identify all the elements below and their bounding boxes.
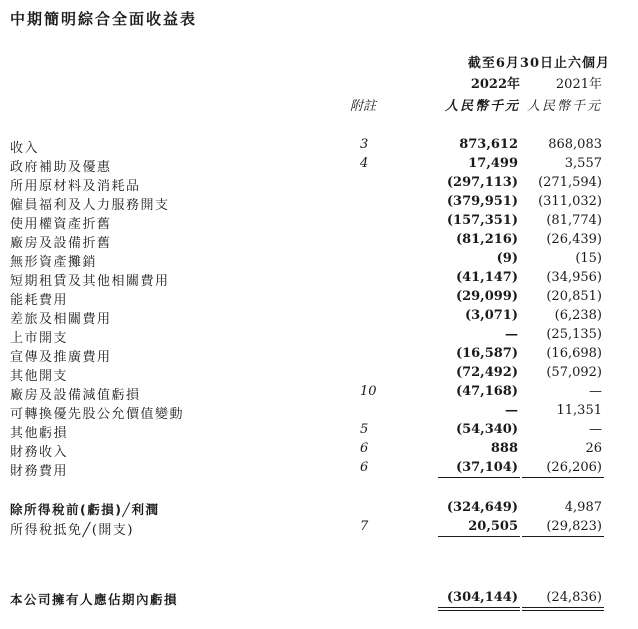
total-double-rule-2022-bottom	[438, 610, 520, 611]
row-label: 僱員福利及人力服務開支	[10, 198, 170, 213]
row-value-2022: (37,104)	[455, 460, 518, 475]
subtotal-rule-2021	[522, 477, 604, 478]
row-value-2022: (9)	[496, 251, 518, 266]
total-value-2021: (24,836)	[546, 590, 602, 605]
row-value-2022: —	[505, 403, 518, 418]
year-2022-header: 2022年	[470, 77, 520, 92]
row-value-2021: (311,032)	[538, 194, 602, 209]
table-row	[0, 194, 638, 212]
row-value-2021: (15)	[575, 251, 602, 266]
row-label: 能耗費用	[10, 293, 69, 308]
table-row	[0, 232, 638, 250]
period-header: 截至6月30日止六個月	[467, 56, 610, 71]
tax-value-2022: 20,505	[468, 519, 518, 534]
row-note: 6	[360, 460, 369, 475]
row-label: 收入	[10, 141, 40, 156]
row-value-2021: (57,092)	[546, 365, 602, 380]
total-double-rule-2021-bottom	[522, 610, 604, 611]
row-value-2022: —	[505, 327, 518, 342]
table-row	[0, 327, 638, 345]
tax-rule-2022	[438, 536, 520, 537]
row-value-2021: 26	[585, 441, 602, 456]
tax-value-2021: (29,823)	[546, 519, 602, 534]
row-value-2022: (297,113)	[446, 175, 518, 190]
total-label: 本公司擁有人應佔期內虧損	[10, 592, 179, 607]
row-label: 所用原材料及消耗品	[10, 179, 141, 194]
table-row	[0, 270, 638, 288]
row-value-2022: (41,147)	[455, 270, 518, 285]
row-value-2022: (29,099)	[455, 289, 518, 304]
table-row	[0, 308, 638, 326]
pretax-value-2021: 4,987	[564, 500, 602, 515]
row-value-2021: (6,238)	[554, 308, 602, 323]
row-value-2021: 11,351	[556, 403, 602, 418]
row-value-2022: (47,168)	[455, 384, 518, 399]
total-double-rule-2022-top	[438, 607, 520, 608]
tax-rule-2021	[522, 536, 604, 537]
row-note: 5	[360, 422, 369, 437]
total-double-rule-2021-top	[522, 607, 604, 608]
pretax-label: 除所得稅前(虧損)╱利潤	[10, 502, 160, 517]
row-value-2022: (72,492)	[455, 365, 518, 380]
unit-2022-header: 人民幣千元	[444, 99, 520, 114]
table-row	[0, 441, 638, 459]
row-value-2021: (81,774)	[546, 213, 602, 228]
row-label: 短期租賃及其他相關費用	[10, 274, 170, 289]
row-value-2021: —	[589, 422, 602, 437]
row-note: 4	[360, 156, 369, 171]
row-label: 其他虧損	[10, 426, 69, 441]
total-value-2022: (304,144)	[446, 590, 518, 605]
row-label: 使用權資產折舊	[10, 217, 112, 232]
total-row	[0, 590, 638, 608]
pretax-value-2022: (324,649)	[446, 500, 518, 515]
row-value-2022: 888	[490, 441, 518, 456]
table-row	[0, 384, 638, 402]
row-value-2021: (20,851)	[546, 289, 602, 304]
row-label: 其他開支	[10, 369, 69, 384]
row-label: 差旅及相關費用	[10, 312, 112, 327]
row-note: 6	[360, 441, 369, 456]
row-value-2021: (34,956)	[546, 270, 602, 285]
row-note: 3	[360, 137, 369, 152]
row-label: 宣傳及推廣費用	[10, 350, 112, 365]
table-row	[0, 403, 638, 421]
row-label: 廠房及設備折舊	[10, 236, 112, 251]
row-label: 財務費用	[10, 464, 69, 479]
pretax-row	[0, 500, 638, 518]
row-label: 可轉換優先股公允價值變動	[10, 407, 185, 422]
unit-2021-header: 人民幣千元	[526, 99, 602, 114]
row-value-2021: 3,557	[564, 156, 602, 171]
row-value-2022: 873,612	[459, 137, 518, 152]
row-label: 財務收入	[10, 445, 69, 460]
table-row	[0, 365, 638, 383]
table-row	[0, 137, 638, 155]
row-note: 10	[360, 384, 377, 399]
tax-row	[0, 519, 638, 537]
table-row	[0, 175, 638, 193]
row-label: 政府補助及優惠	[10, 160, 112, 175]
row-value-2022: 17,499	[468, 156, 518, 171]
row-value-2022: (16,587)	[455, 346, 518, 361]
table-row	[0, 346, 638, 364]
table-row	[0, 422, 638, 440]
row-label: 無形資產攤銷	[10, 255, 98, 270]
row-label: 廠房及設備減值虧損	[10, 388, 141, 403]
tax-label: 所得稅抵免╱(開支)	[10, 523, 134, 538]
row-label: 上市開支	[10, 331, 69, 346]
row-value-2022: (54,340)	[455, 422, 518, 437]
row-value-2021: (271,594)	[538, 175, 602, 190]
row-value-2021: (26,439)	[546, 232, 602, 247]
table-row	[0, 289, 638, 307]
subtotal-rule-2022	[438, 477, 520, 478]
row-value-2022: (379,951)	[446, 194, 518, 209]
row-value-2021: 868,083	[548, 137, 602, 152]
table-row	[0, 251, 638, 269]
row-value-2022: (3,071)	[464, 308, 518, 323]
table-row	[0, 460, 638, 478]
row-value-2022: (81,216)	[455, 232, 518, 247]
year-2021-header: 2021年	[555, 77, 602, 92]
row-value-2022: (157,351)	[446, 213, 518, 228]
note-column-header: 附註	[350, 99, 377, 114]
table-row	[0, 156, 638, 174]
row-value-2021: —	[589, 384, 602, 399]
row-value-2021: (26,206)	[546, 460, 602, 475]
table-row	[0, 213, 638, 231]
row-value-2021: (25,135)	[546, 327, 602, 342]
row-value-2021: (16,698)	[546, 346, 602, 361]
statement-title: 中期簡明綜合全面收益表	[10, 10, 198, 28]
tax-note: 7	[360, 519, 369, 534]
